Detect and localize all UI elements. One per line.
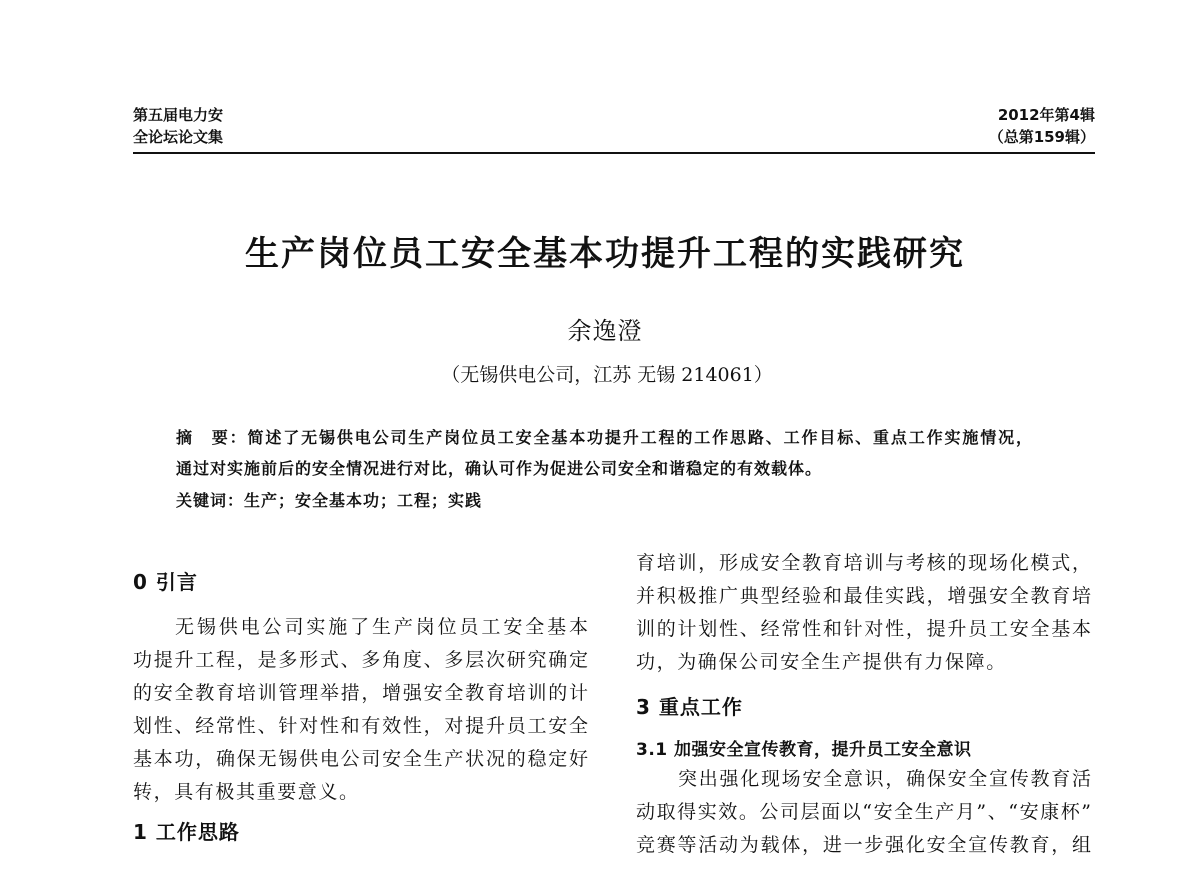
abstract-label: 摘 要： xyxy=(176,428,248,447)
article-title: 生产岗位员工安全基本功提升工程的实践研究 xyxy=(245,234,965,274)
abstract-text: 简述了无锡供电公司生产岗位员工安全基本功提升工程的工作思路、工作目标、重点工作实施情况， xyxy=(247,428,1032,447)
paragraph-line: 功，为确保公司安全生产提供有力保障。 xyxy=(636,651,1007,673)
paragraph-line: 转，具有极其重要意义。 xyxy=(133,781,360,803)
paragraph-line: 动取得实效。公司层面以“安全生产月”、“安康杯” xyxy=(636,801,1091,823)
paragraph-line: 训的计划性、经常性和针对性，提升员工安全基本 xyxy=(636,618,1091,640)
author-affiliation: （无锡供电公司，江苏 无锡 214061） xyxy=(441,364,773,386)
author-name: 余逸澄 xyxy=(567,317,643,345)
section-heading-approach: 1 工作思路 xyxy=(133,820,240,844)
paragraph-line: 基本功，确保无锡供电公司安全生产状况的稳定好 xyxy=(133,748,588,770)
header-proceedings-line: 全论坛论文集 xyxy=(133,128,224,146)
section-heading-introduction: 0 引言 xyxy=(133,570,198,594)
paragraph-line: 突出强化现场安全意识，确保安全宣传教育活 xyxy=(678,768,1091,790)
paragraph-line: 的安全教育培训管理举措，增强安全教育培训的计 xyxy=(133,682,588,704)
header-issue-line: 2012年第4辑 xyxy=(997,106,1095,124)
paragraph-line: 无锡供电公司实施了生产岗位员工安全基本 xyxy=(175,616,588,638)
paragraph-line: 划性、经常性、针对性和有效性，对提升员工安全 xyxy=(133,715,588,737)
abstract-line: 通过对实施前后的安全情况进行对比，确认可作为促进公司安全和谐稳定的有效载体。 xyxy=(176,459,823,478)
paragraph-line: 并积极推广典型经验和最佳实践，增强安全教育培 xyxy=(636,585,1091,607)
paragraph-line: 育培训，形成安全教育培训与考核的现场化模式， xyxy=(636,552,1091,574)
keywords-text: 生产；安全基本功；工程；实践 xyxy=(244,491,483,510)
section-heading-key-work: 3 重点工作 xyxy=(636,695,743,719)
keywords-label: 关键词： xyxy=(176,491,245,510)
left-column xyxy=(133,0,588,870)
paragraph-line: 功提升工程，是多形式、多角度、多层次研究确定 xyxy=(133,649,588,671)
header-issue-line: （总第159辑） xyxy=(988,128,1095,146)
header-proceedings-line: 第五届电力安 xyxy=(133,106,224,124)
right-column xyxy=(636,0,1091,870)
subsection-heading-safety-education: 3.1 加强安全宣传教育，提升员工安全意识 xyxy=(636,740,972,760)
paragraph-line: 竞赛等活动为载体，进一步强化安全宣传教育，组 xyxy=(636,834,1091,856)
